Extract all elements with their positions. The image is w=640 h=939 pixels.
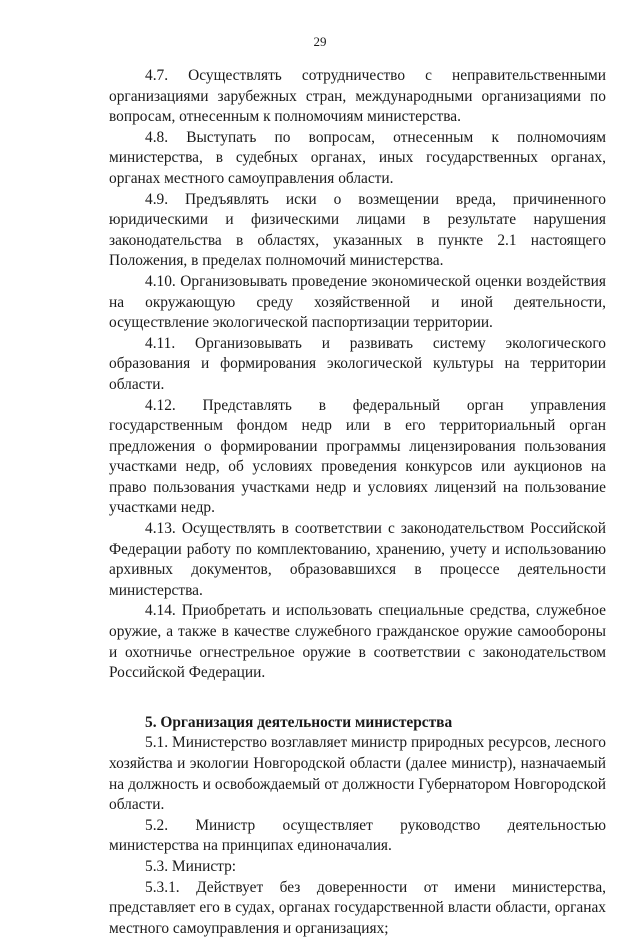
paragraph-4-7: 4.7. Осуществлять сотрудничество с неправительственными организациями зарубежных стран, международными организациями по вопросам, отнесенным к полномочиям министерства. [109,67,606,126]
paragraph-4-12: 4.12. Представлять в федеральный орган управления государственным фондом недр или в его территориальный орган предложения о формировании программы лицензирования пользования участками недр, об условиях проведения конкурсов или аукционов на право пользования участками недр и условиях лицензий на пользование участками недр. [109,396,606,517]
paragraph-5-3-1: 5.3.1. Действует без доверенности от имени министерства, представляет его в судах, органах государственной власти области, органах местного самоуправления и организациях; [109,878,606,937]
paragraph-5-3: 5.3. Министр: [145,857,237,875]
paragraph-4-10: 4.10. Организовывать проведение экономической оценки воздействия на окружающую среду хозяйственной и иной деятельности, осуществление экологической паспортизации территории. [109,272,606,332]
paragraph-4-11: 4.11. Организовывать и развивать систему экологического образования и формирования экологической культуры на территории области. [109,334,606,393]
paragraph-4-14: 4.14. Приобретать и использовать специальные средства, служебное оружие, а также в качестве служебного гражданское оружие самообороны и охотничье огнестрельное оружие в соответствии с законодательством Российской Федерации. [109,602,606,682]
paragraph-4-13: 4.13. Осуществлять в соответствии с законодательством Российской Федерации работу по комплектованию, хранению, учету и использованию архивных документов, образовавшихся в процессе деятельности министерства. [109,520,606,599]
paragraph-4-9: 4.9. Предъявлять иски о возмещении вреда, причиненного юридическими и физическими лицами в результате нарушения законодательства в областях, указанных в пункте 2.1 настоящего Положения, в пределах полномочий министерства. [109,190,606,270]
paragraph-4-8: 4.8. Выступать по вопросам, отнесенным к полномочиям министерства, в судебных органах, иных государственных органах, органах местного самоуправления области. [109,128,606,187]
section-heading: 5. Организация деятельности министерства [145,713,453,731]
page-number: 29 [313,34,327,49]
paragraph-5-1: 5.1. Министерство возглавляет министр природных ресурсов, лесного хозяйства и экологии Новгородской области (далее министр), назначаемый на должность и освобождаемый от должности Губернатором Новгородской области. [109,734,606,814]
document-body [109,66,606,939]
paragraph-5-2: 5.2. Министр осуществляет руководство деятельностью министерства на принципах единоначалия. [109,816,606,855]
